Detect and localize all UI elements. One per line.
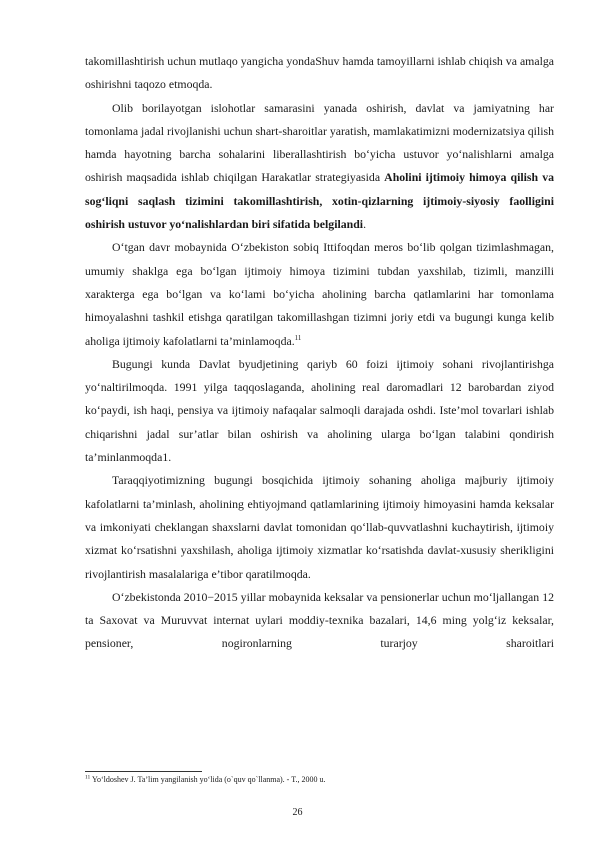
paragraph-3: O‘tgan davr mobaynida O‘zbekiston sobiq Ittifoqdan meros bo‘lib qolgan tizimlashmagan, umumiy shaklga ega bo‘lgan ijtimoiy himoya tizimini tubdan yaxshilab, tizimli, manzilli xarakterga ega bo‘lgan va ko‘lami bo‘yicha aholining barcha qatlamlarini har tomonlama himoyalashni tashkil etishga qaratilgan takomillashgan tizimni joriy etdi va bugungi kunga kelib aholiga ijtimoiy kafolatlarni ta’minlamoqda.$^{11}$ [85, 240, 554, 348]
footnote-separator [85, 771, 202, 772]
footnote-text: Yo‘ldoshev J. Ta’lim yangilanish yo‘lida (o`quv qo`llanma). - T., 2000 u. [90, 775, 326, 784]
paragraph-4: Bugungi kunda Davlat byudjetining qariyb 60 foizi ijtimoiy sohani rivojlantirishga yo‘naltirilmoqda. 1991 yilga taqqoslaganda, aholining real daromadlari 12 barobardan ziyod ko‘paydi, ish haqi, pensiya va ijtimoiy nafaqalar salmoqli darajada oshdi. Iste’mol tovarlari ishlab chiqarishni jadal sur’atlar bilan oshirish va aholining ularga bo‘lgan talabini qondirish ta’minlanmoqda1. [85, 356, 554, 465]
paragraph-6: O‘zbekistonda 2010−2015 yillar mobaynida keksalar va pensionerlar uchun mo‘ljallangan 12 ta Saxovat va Muruvvat internat uylari moddiy-texnika bazalari, 14,6 ming yolg‘iz keksalar, pensioner, nogironlarning turarjoy sharoitlari [85, 589, 554, 651]
paragraph-5: Taraqqiyotimizning bugungi bosqichida ijtimoiy sohaning aholiga majburiy ijtimoiy kafolatlarni ta’minlash, aholining ehtiyojmand qatlamlarining ijtimoiy himoyasini hamda keksalar va imkoniyati cheklangan shaxslarni davlat tomonidan qo‘llab-quvvatlashni kuchaytirish, ijtimoiy xizmat ko‘rsatishni yaxshilash, aholiga ijtimoiy xizmatlar ko‘rsatishda davlat-xususiy sherikligini rivojlantirish masalalariga e’tibor qaratilmoqda. [85, 473, 554, 581]
page-number: 26 [292, 807, 303, 818]
footnote-reference[interactable]: 11 [294, 333, 302, 342]
strategy-highlight: Aholini ijtimoiy himoya qilish va sog‘liqni saqlash tizimini takomillashtirish, xotin-qizlarning ijtimoiy-siyosiy faolligini oshirish ustuvor yo‘nalishlardan biri sifatida belgilandi [85, 170, 554, 232]
body-text [85, 50, 554, 656]
paragraph-2: Olib borilayotgan islohotlar samarasini yanada oshirish, davlat va jamiyatning har tomonlama jadal rivojlanishi uchun shart-sharoitlar yaratish, mamlakatimizni modernizatsiya qilish hamda hayotning barcha sohalarini liberallashtirish bo‘yicha ustuvor yo‘nalishlarni amalga oshirish maqsadida ishlab chiqilgan Harakatlar strategiyasida Aholini ijtimoiy himoya qilish va sog‘liqni saqlash tizimini takomillashtirish, xotin-qizlarning ijtimoiy-siyosiy faolligini oshirish ustuvor yo‘nalishlardan biri sifatida belgilandi. [85, 100, 554, 232]
footnote [85, 775, 554, 785]
footnote-number: 11 [85, 774, 91, 781]
paragraph-1: takomillashtirish uchun mutlaqo yangicha yondaShuv hamda tamoyillarni ishlab chiqish va amalga oshirishni taqozo etmoqda. [85, 54, 554, 92]
